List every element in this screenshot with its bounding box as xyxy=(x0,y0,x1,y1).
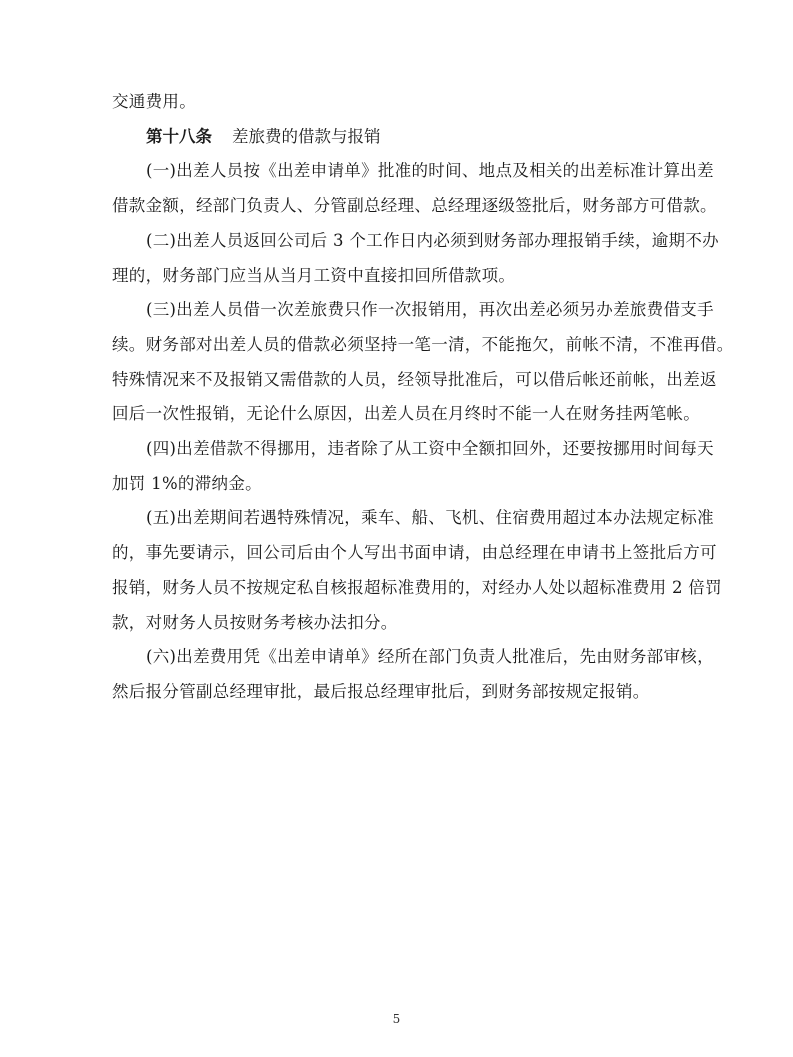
text-line: 特殊情况来不及报销又需借款的人员，经领导批准后，可以借后帐还前帐，出差返 xyxy=(112,369,717,389)
text-line: 回后一次性报销，无论什么原因，出差人员在月终时不能一人在财务挂两笔帐。 xyxy=(112,404,700,424)
text-line: 的，事先要请示，回公司后由个人写出书面申请，由总经理在申请书上签批后方可 xyxy=(112,543,717,563)
text-line: 借款金额，经部门负责人、分管副总经理、总经理逐级签批后，财务部方可借款。 xyxy=(112,196,717,216)
text-line: 续。财务部对出差人员的借款必须坚持一笔一清，不能拖欠，前帐不清，不准再借。 xyxy=(112,334,734,354)
article-heading xyxy=(112,120,694,155)
text-line: 报销，财务人员不按规定私自核报超标准费用的，对经办人处以超标准费用 2 倍罚 xyxy=(112,577,722,597)
text-line: 交通费用。 xyxy=(112,92,196,111)
paragraph-line: (六)出差费用凭《出差申请单》经所在部门负责人批准后，先由财务部审核， xyxy=(146,647,714,667)
article-title: 差旅费的借款与报销 xyxy=(232,126,381,146)
paragraph-line: (二)出差人员返回公司后 3 个工作日内必须到财务部办理报销手续，逾期不办 xyxy=(146,230,719,250)
paragraph-line: (五)出差期间若遇特殊情况，乘车、船、飞机、住宿费用超过本办法规定标准 xyxy=(146,508,714,528)
text-line: 款，对财务人员按财务考核办法扣分。 xyxy=(112,612,398,632)
article-number: 第十八条 xyxy=(146,126,212,146)
document-body xyxy=(112,85,734,710)
text-line: 加罚 1%的滞纳金。 xyxy=(112,473,262,493)
text-line: 然后报分管副总经理审批，最后报总经理审批后，到财务部按规定报销。 xyxy=(112,681,650,701)
paragraph-line: (一)出差人员按《出差申请单》批准的时间、地点及相关的出差标准计算出差 xyxy=(146,161,714,181)
paragraph-line: (四)出差借款不得挪用，违者除了从工资中全额扣回外，还要按挪用时间每天 xyxy=(146,439,714,459)
paragraph-line: (三)出差人员借一次差旅费只作一次报销用，再次出差必须另办差旅费借支手 xyxy=(146,300,714,320)
page-number: 5 xyxy=(392,1012,401,1026)
text-line: 理的，财务部门应当从当月工资中直接扣回所借款项。 xyxy=(112,265,516,285)
